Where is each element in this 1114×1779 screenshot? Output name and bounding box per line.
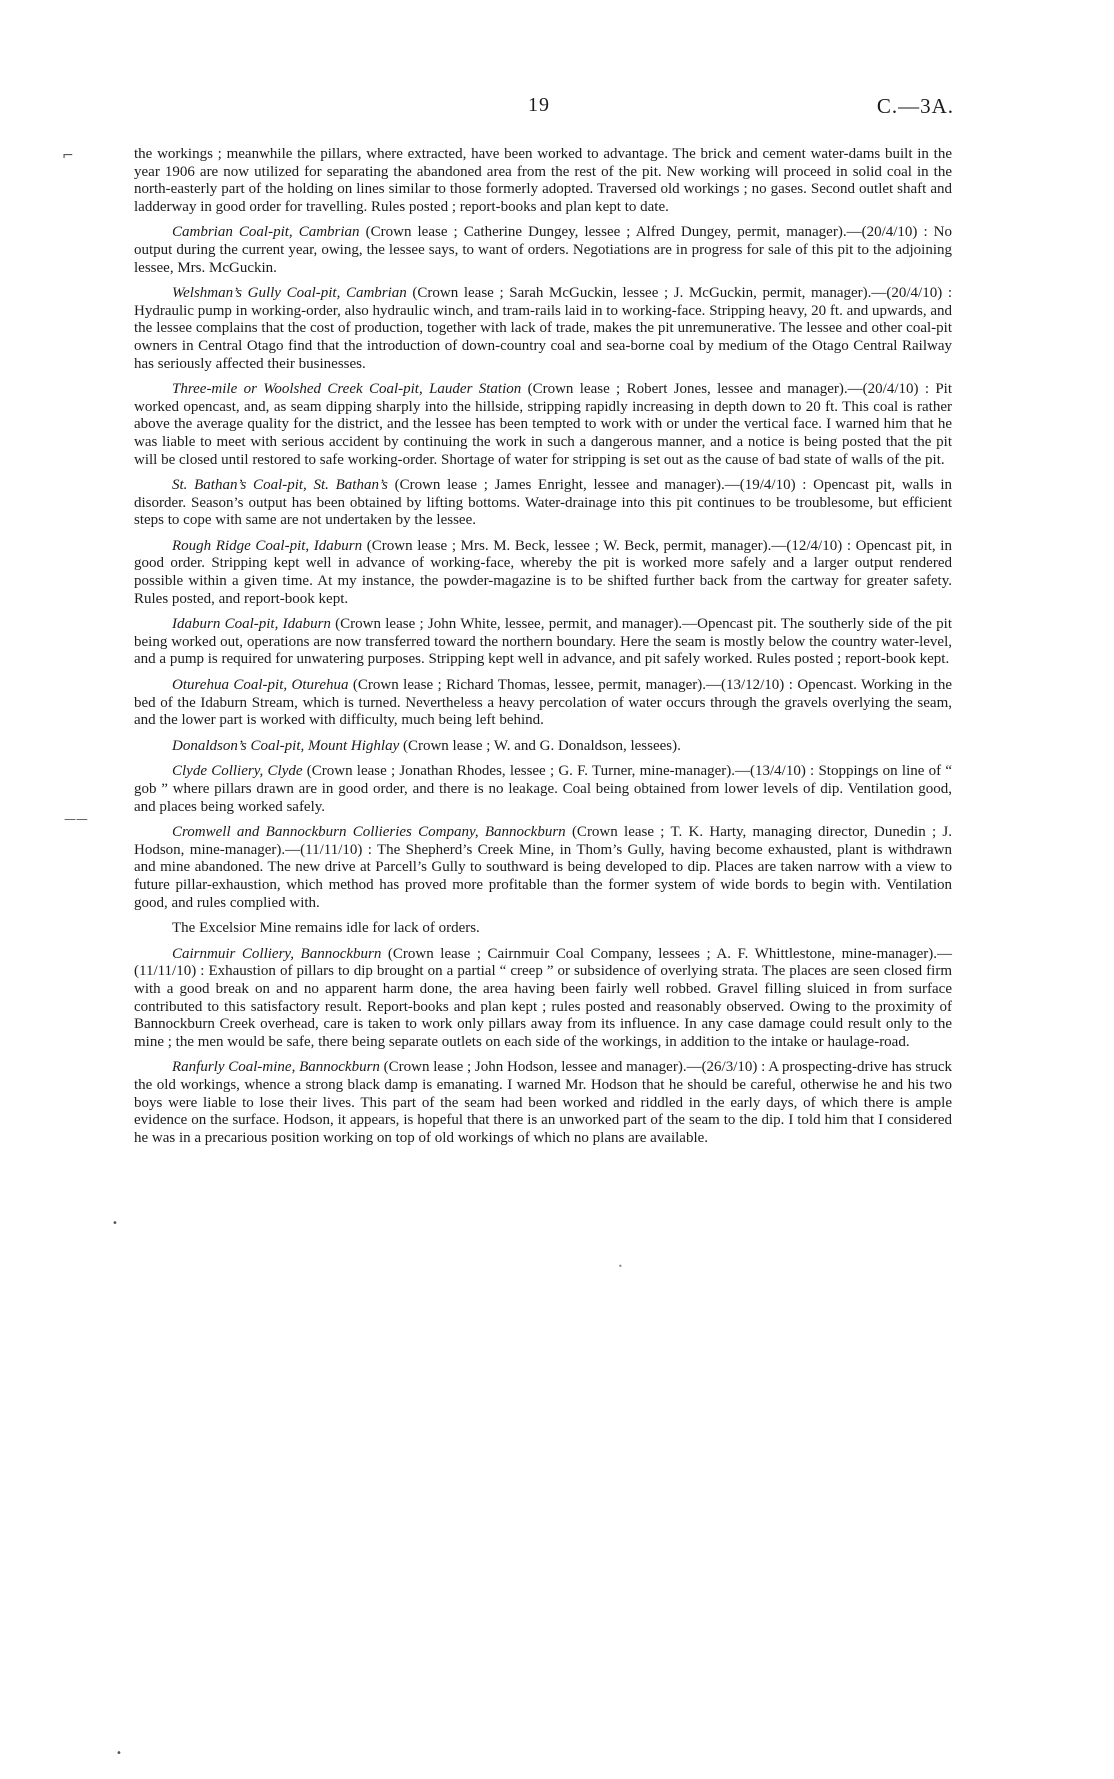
paragraph: [134, 616, 952, 669]
paragraph: [134, 146, 952, 216]
margin-dot-mark: •: [116, 1748, 122, 1759]
paragraph-text: (Crown lease ; Sarah McGuckin, lessee ; J. McGuckin, permit, manager).—(20/4/10) : Hydraulic pump in working-order, also hydraulic winch, and tram-rails laid in to working-face. Stripping heavy, 20 ft. and upwards, and the lessee complains that the cost of production, together with lack of trade, makes the pit unremunerative. The lessee and other coal-pit owners in Central Otago find that the introduction of down-country coal and sea-borne coal by medium of the Otago Central Railway has seriously affected their businesses.: [134, 285, 953, 372]
paragraph-text: (Crown lease ; John Hodson, lessee and manager).—(26/3/10) : A prospecting-drive has struck the old workings, whence a strong black damp is emanating. I warned Mr. Hodson that he should be careful, otherwise he and his two boys were liable to lose their lives. This part of the seam had been worked and riddled in the early days, of which there is ample evidence on the surface. Hodson, it appears, is hopeful that there is an unworked part of the seam to the dip. I told him that I considered he was in a precarious position working on top of old workings of which no plans are available.: [134, 1059, 952, 1146]
paragraph-text: (Crown lease ; Catherine Dungey, lessee ; Alfred Dungey, permit, manager).—(20/4/10) : No output during the current year, owing, the lessee says, to want of orders. Negotiations are in progress for sale of this pit to the adjoining lessee, Mrs. McGuckin.: [134, 224, 953, 276]
paragraph-lead: Clyde Colliery, Clyde: [172, 763, 303, 780]
paragraph-text: (Crown lease ; Robert Jones, lessee and manager).—(20/4/10) : Pit worked opencast, and, as seam dipping sharply into the hillside, stripping rapidly increasing in depth down to 20 ft. This coal is rather above the average quality for the district, and the lessee has been tempted to work with or under the vertical face. I warned him that he was liable to meet with serious accident by continuing the work in such a dangerous manner, and a notice is being posted that the pit will be closed until restored to safe working-order. Shortage of water for stripping is set out as the cause of bad state of walls of the pit.: [134, 381, 953, 468]
paragraph-lead: Donaldson’s Coal-pit, Mount Highlay: [172, 737, 400, 754]
margin-dot-mark: •: [112, 1218, 118, 1229]
paragraph-lead: Rough Ridge Coal-pit, Idaburn: [172, 537, 363, 554]
paragraph-text: (Crown lease ; T. K. Harty, managing director, Dunedin ; J. Hodson, mine-manager).—(11/11/10) : The Shepherd’s Creek Mine, in Thom’s Gully, having become exhausted, plant is withdrawn and mine abandoned. The new drive at Parcell’s Gully to southward is being developed to dip. Places are taken narrow with a view to future pillar-exhaustion, which method has proved more profitable than the former system of wide bords to begin with. Ventilation good, and rules complied with.: [134, 824, 952, 911]
paragraph-lead: Oturehua Coal-pit, Oturehua: [172, 677, 349, 694]
paragraph-text: (Crown lease ; Richard Thomas, lessee, permit, manager).—(13/12/10) : Opencast. Working in the bed of the Idaburn Stream, which is turned. Nevertheless a heavy percolation of water occurs through the gravels overlying the seam, and the lower part is worked with difficulty, much being left behind.: [134, 677, 952, 729]
paragraph: [134, 477, 952, 530]
paragraph-text: (Crown lease ; Cairnmuir Coal Company, lessees ; A. F. Whittlestone, mine-manager).—(11/11/10) : Exhaustion of pillars to dip brought on a partial “ creep ” or subsidence of overlying strata. The places are seen closed firm with a good break on and no apparent harm done, the area having been fairly well robbed. Gravel filling sluiced in from surface contributed to this satisfactory result. Report-books and plan kept ; rules posted and reasonably observed. Owing to the proximity of Bannockburn Creek overhead, care is taken to work only pillars away from its influence. In any case damage could result only to the mine ; the men would be safe, there being separate outlets on each side of the workings, in addition to the intake or haulage-road.: [134, 945, 953, 1050]
document-body: [134, 146, 952, 1155]
paragraph-lead: Cromwell and Bannockburn Collieries Company, Bannockburn: [172, 824, 566, 841]
paragraph: [134, 677, 952, 730]
paragraph-text: (Crown lease ; Mrs. M. Beck, lessee ; W. Beck, permit, manager).—(12/4/10) : Opencast pit, in good order. Stripping kept well in advance of working-face, whereby the pit is worked more safely and a larger output rendered possible within a given time. At my instance, the powder-magazine is to be shifted further back from the cartway for greater safety. Rules posted, and report-book kept.: [134, 537, 952, 607]
margin-dash-mark: — —: [64, 812, 86, 826]
paragraph-text: the workings ; meanwhile the pillars, where extracted, have been worked to advantage. The brick and cement water-dams built in the year 1906 are now utilized for separating the abandoned area from the rest of the pit. New working will proceed in solid coal in the north-easterly part of the holding on lines similar to those formerly adopted. Traversed old workings ; no gases. Second outlet shaft and ladderway in good order for travelling. Rules posted ; report-books and plan kept to date.: [134, 146, 952, 215]
paragraph: [134, 946, 952, 1052]
paragraph: [134, 824, 952, 912]
paragraph-lead: Cambrian Coal-pit, Cambrian: [172, 224, 360, 241]
paragraph: [134, 1059, 952, 1147]
stray-dot-mark: •: [618, 1262, 623, 1271]
paragraph: [134, 920, 952, 938]
paragraph-text: The Excelsior Mine remains idle for lack of orders.: [172, 920, 480, 937]
paragraph: [134, 763, 952, 816]
paragraph-lead: Idaburn Coal-pit, Idaburn: [172, 616, 331, 633]
paragraph-lead: St. Bathan’s Coal-pit, St. Bathan’s: [172, 477, 388, 494]
paragraph: [134, 224, 952, 277]
paragraph-lead: Cairnmuir Colliery, Bannockburn: [172, 945, 382, 962]
paragraph-lead: Welshman’s Gully Coal-pit, Cambrian: [172, 285, 407, 302]
paragraph: [134, 538, 952, 608]
paragraph-lead: Ranfurly Coal-mine, Bannockburn: [172, 1059, 380, 1076]
document-reference: C.—3A.: [876, 94, 954, 118]
page-header: [0, 94, 1114, 124]
paragraph-text: (Crown lease ; Jonathan Rhodes, lessee ; G. F. Turner, mine-manager).—(13/4/10) : Stoppings on line of “ gob ” where pillars drawn are in good order, and there is no leakage. Coal being obtained from lower levels of dip. Ventilation good, and places being worked safely.: [134, 763, 953, 815]
margin-tick-mark: ⌐: [62, 148, 74, 164]
paragraph: [134, 738, 952, 756]
paragraph-text: (Crown lease ; W. and G. Donaldson, lessees).: [399, 737, 681, 754]
paragraph: [134, 381, 952, 469]
paragraph-text: (Crown lease ; John White, lessee, permit, and manager).—Opencast pit. The southerly side of the pit being worked out, operations are now transferred toward the northern boundary. Here the seam is mostly below the country water-level, and a pump is required for unwatering purposes. Stripping kept well in advance, and pit safely worked. Rules posted ; report-book kept.: [134, 616, 952, 668]
paragraph-text: (Crown lease ; James Enright, lessee and manager).—(19/4/10) : Opencast pit, walls in disorder. Season’s output has been obtained by lifting bottoms. Water-drainage into this pit continues to be troublesome, but efficient steps to cope with same are not undertaken by the lessee.: [134, 477, 952, 529]
paragraph: [134, 285, 952, 373]
page-number: 19: [528, 94, 550, 116]
paragraph-lead: Three-mile or Woolshed Creek Coal-pit, Lauder Station: [172, 381, 522, 398]
